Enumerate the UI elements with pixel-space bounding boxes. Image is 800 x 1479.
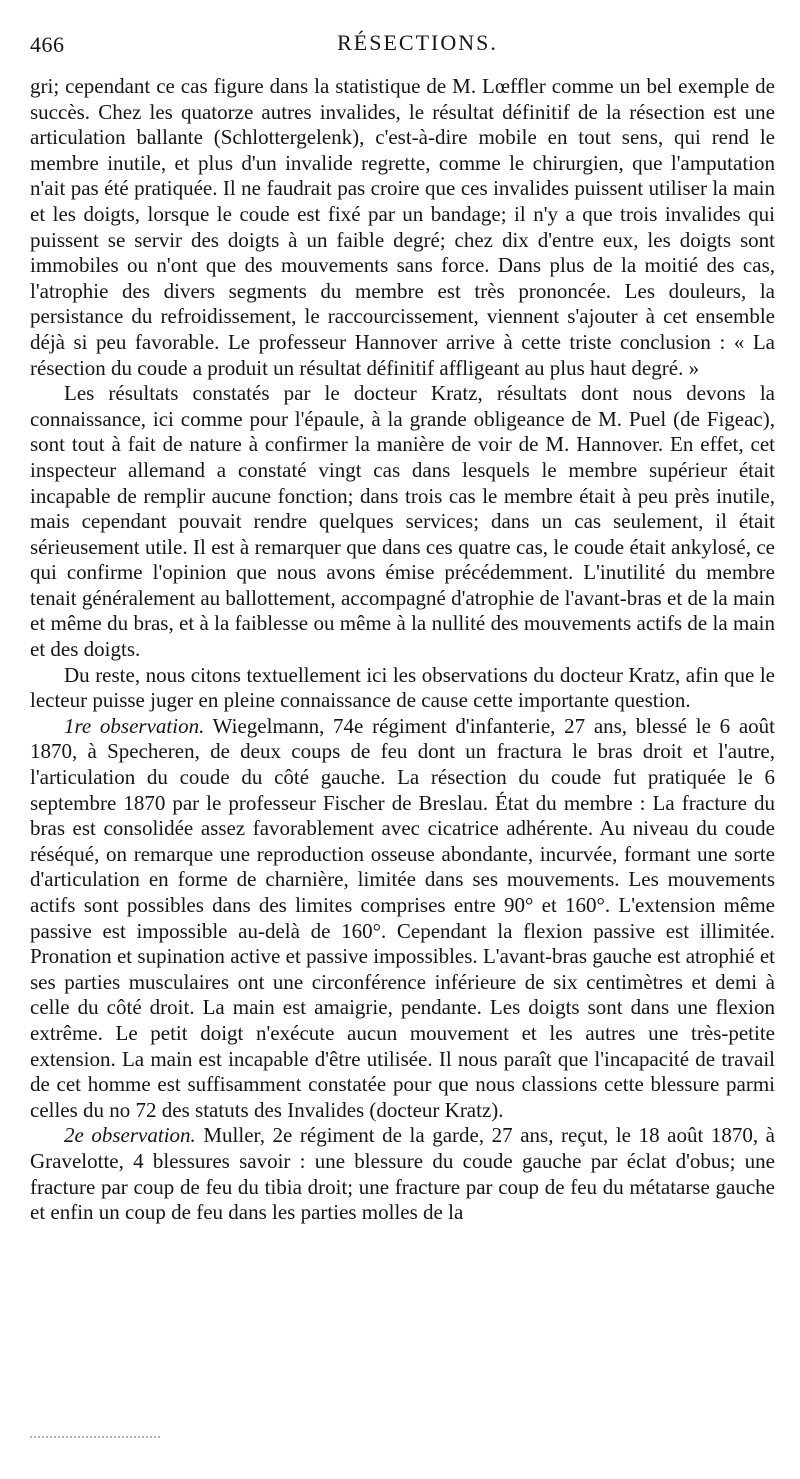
page-header <box>30 26 775 56</box>
observation-text: Wiegelmann, 74e régiment d'infanterie, 27 ans, blessé le 6 août 1870, à Specheren, de deux coups de feu dont un fractura le bras droit et l'autre, l'articulation du coude du côté gauche. La résection du coude fut pratiquée le 6 septembre 1870 par le professeur Fischer de Breslau. État du membre : La fracture du bras est consolidée assez favorablement avec cicatrice adhérente. Au niveau du coude réséqué, on remarque une reproduction osseuse abondante, incurvée, formant une sorte d'articulation en forme de charnière, limitée dans ses mouvements. Les mouvements actifs sont possibles dans des limites comprises entre 90° et 160°. L'extension même passive est impossible au-delà de 160°. Cependant la flexion passive est illimitée. Pronation et supination active et passive impossibles. L'avant-bras gauche est atrophié et ses parties musculaires ont une circonférence inférieure de six centimètres et demi à celle du côté droit. La main est amaigrie, pendante. Les doigts sont dans une flexion extrême. Le petit doigt n'exécute aucun mouvement et les autres une très-petite extension. La main est incapable d'être utilisée. Il nous paraît que l'incapacité de travail de cet homme est suffisamment constatée pour que nous classions cette blessure parmi celles du no 72 des statuts des Invalides (docteur Kratz). <box>30 713 775 1122</box>
paragraph: gri; cependant ce cas figure dans la statistique de M. Lœffler comme un bel exemple de succès. Chez les quatorze autres invalides, le résultat définitif de la résection est une articulation ballante (Schlottergelenk), c'est-à-dire mobile en tout sens, qui rend le membre inutile, et plus d'un invalide regrette, comme le chirurgien, que l'amputation n'ait pas été pratiquée. Il ne faudrait pas croire que ces invalides puissent utiliser la main et les doigts, lorsque le coude est fixé par un bandage; il n'y a que trois invalides qui puissent se servir des doigts à un faible degré; chez dix d'entre eux, les doigts sont immobiles ou n'ont que des mouvements sans force. Dans plus de la moitié des cas, l'atrophie des divers segments du membre est très prononcée. Les douleurs, la persistance du refroidissement, le raccourcissement, viennent s'ajouter à cet ensemble déjà si peu favorable. Le professeur Hannover arrive à cette triste conclusion : « La résection du coude a produit un résultat définitif affligeant au plus haut degré. » <box>30 74 775 380</box>
paragraph: Les résultats constatés par le docteur Kratz, résultats dont nous devons la connaissance, ici comme pour l'épaule, à la grande obligeance de M. Puel (de Figeac), sont tout à fait de nature à confirmer la manière de voir de M. Hannover. En effet, cet inspecteur allemand a constaté vingt cas dans lesquels le membre supérieur était incapable de remplir aucune fonction; dans trois cas le membre était à peu près inutile, mais cependant pouvait rendre quelques services; dans un cas seulement, il était sérieusement utile. Il est à remarquer que dans ces quatre cas, le coude était ankylosé, ce qui confirme l'opinion que nous avons émise précédemment. L'inutilité du membre tenait généralement au ballottement, accompagné d'atrophie de l'avant-bras et de la main et même du bras, et à la faiblesse ou même à la nullité des mouvements actifs de la main et des doigts. <box>30 381 775 662</box>
observation-label: 2e observation. <box>64 1123 196 1148</box>
observation-paragraph <box>30 1123 775 1225</box>
book-page <box>30 26 775 1226</box>
footer-rule <box>30 1436 160 1438</box>
running-title: RÉSECTIONS. <box>337 30 498 55</box>
paragraph: Du reste, nous citons textuellement ici les observations du docteur Kratz, afin que le lecteur puisse juger en pleine connaissance de cause cette importante question. <box>30 662 775 713</box>
body-text <box>30 74 775 1226</box>
observation-label: 1re observation. <box>64 713 205 738</box>
observation-text: Muller, 2e régiment de la garde, 27 ans, reçut, le 18 août 1870, à Gravelotte, 4 blessures savoir : une blessure du coude gauche par éclat d'obus; une fracture par coup de feu du tibia droit; une fracture par coup de feu du métatarse gauche et enfin un coup de feu dans les parties molles de la <box>30 1123 775 1225</box>
page-number: 466 <box>30 32 65 57</box>
observation-paragraph <box>30 714 775 1124</box>
